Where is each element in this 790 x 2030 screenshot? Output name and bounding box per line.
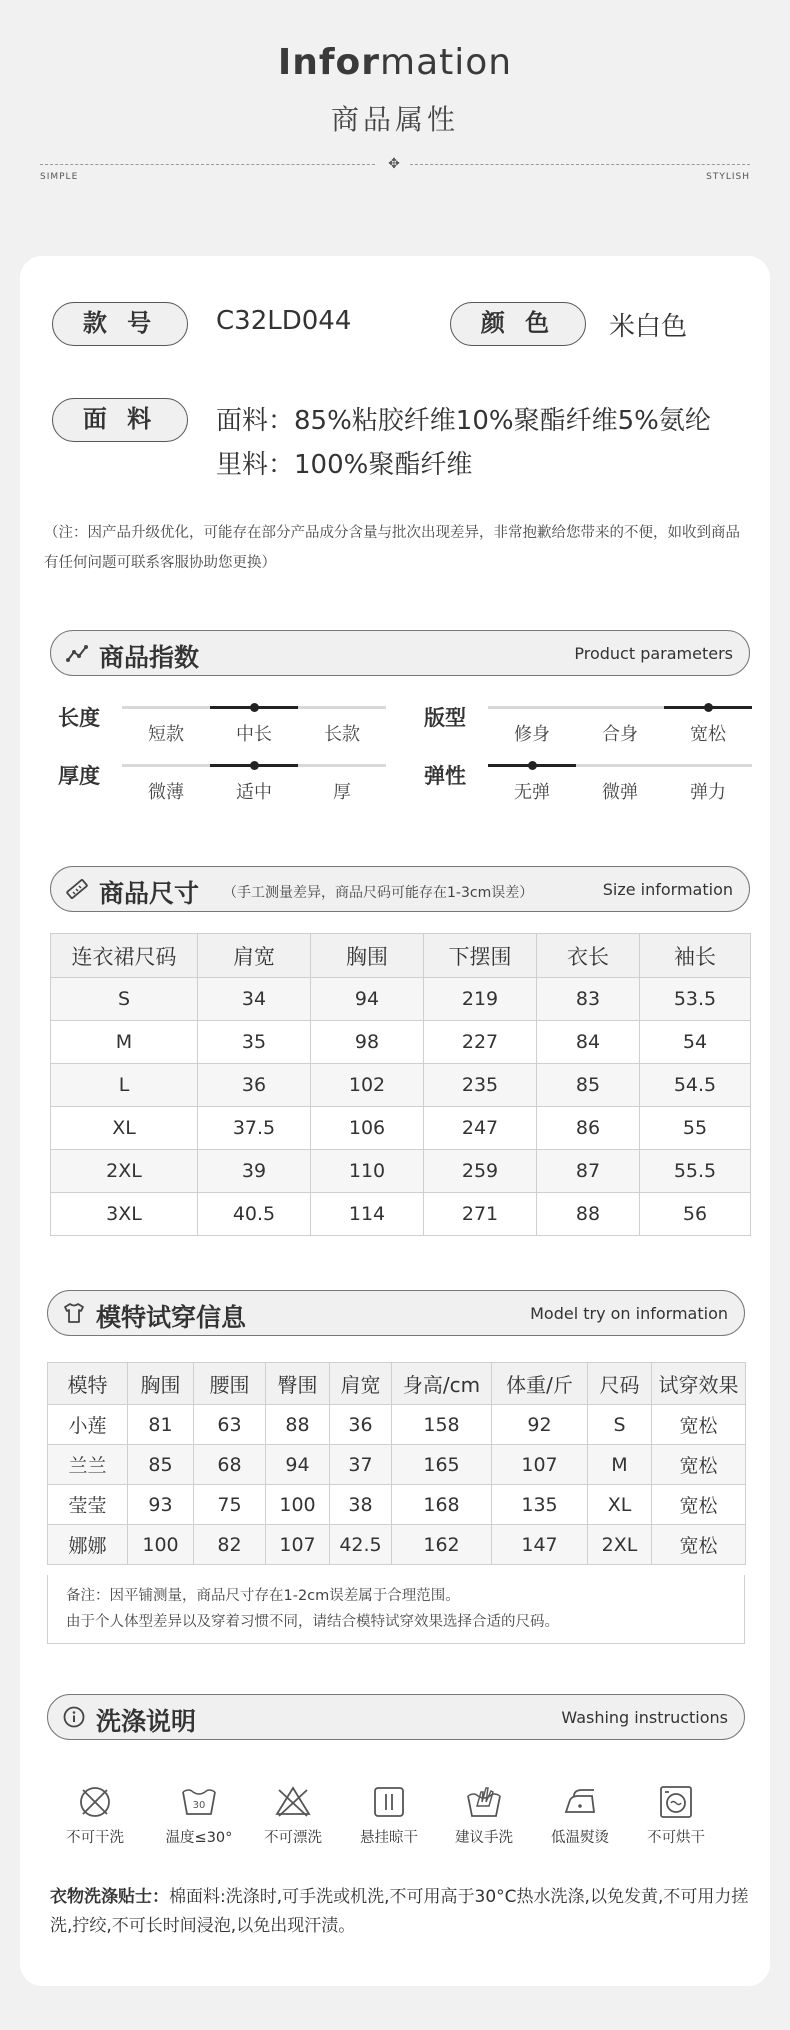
divider-left (40, 164, 375, 165)
model-note-line: 备注：因平铺测量，商品尺寸存在1-2cm误差属于合理范围。 (66, 1588, 460, 1604)
wash-item-no-bleach (247, 1782, 339, 1847)
table-cell: 宽松 (652, 1485, 746, 1525)
style-no-label: 款 号 (52, 302, 188, 346)
divider-right (410, 164, 750, 165)
model-table-row (48, 1525, 746, 1565)
color-label: 颜 色 (450, 302, 586, 346)
param-scale-elasticity (488, 764, 752, 804)
washing-header (47, 1694, 745, 1740)
wash-30-icon (179, 1782, 219, 1822)
model-header-cell: 身高/cm (392, 1363, 492, 1405)
fabric-outer: 面料：85%粘胶纤维10%聚酯纤维5%氨纶 (216, 406, 711, 436)
table-cell: 68 (194, 1445, 266, 1485)
table-cell: 219 (424, 978, 537, 1021)
page-header (0, 0, 790, 230)
param-scale-length (122, 706, 386, 746)
wash-label: 悬挂晾干 (360, 1830, 418, 1846)
table-cell: 271 (424, 1193, 537, 1236)
size-info-subtitle: （手工测量差异，商品尺码可能存在1-3cm误差） (223, 885, 534, 901)
table-cell: 98 (311, 1021, 424, 1064)
table-cell: 63 (194, 1405, 266, 1445)
table-cell: 54.5 (640, 1064, 751, 1107)
table-cell: 81 (128, 1405, 194, 1445)
wash-label: 不可漂洗 (264, 1830, 322, 1846)
table-cell: 110 (311, 1150, 424, 1193)
table-cell: 宽松 (652, 1405, 746, 1445)
param-option: 适中 (236, 782, 272, 803)
table-cell: 39 (198, 1150, 311, 1193)
param-label-length: 长度 (58, 706, 100, 730)
size-header-cell: 下摆围 (424, 934, 537, 978)
table-cell: 莹莹 (48, 1485, 128, 1525)
title-chinese: 商品属性 (330, 103, 459, 136)
table-cell: 93 (128, 1485, 194, 1525)
table-cell: 53.5 (640, 978, 751, 1021)
table-cell: 宽松 (652, 1525, 746, 1565)
model-header-cell: 试穿效果 (652, 1363, 746, 1405)
wash-label: 不可干洗 (66, 1830, 124, 1846)
washing-title: 洗涤说明 (96, 1707, 197, 1736)
table-cell: 135 (492, 1485, 588, 1525)
no-bleach-icon (273, 1782, 313, 1822)
param-label-elasticity: 弹性 (424, 764, 466, 788)
model-table-row (48, 1445, 746, 1485)
table-cell: L (51, 1064, 198, 1107)
wash-item-hang-dry (343, 1782, 435, 1847)
table-cell: 107 (266, 1525, 330, 1565)
table-cell: 168 (392, 1485, 492, 1525)
wash-label: 低温熨烫 (551, 1830, 609, 1846)
table-cell: S (588, 1405, 652, 1445)
product-index-title: 商品指数 (99, 643, 200, 672)
table-cell: XL (51, 1107, 198, 1150)
param-option: 无弹 (514, 782, 550, 803)
table-cell: 88 (266, 1405, 330, 1445)
stylish-tag: STYLISH (706, 172, 750, 182)
table-cell: 107 (492, 1445, 588, 1485)
model-header-cell: 臀围 (266, 1363, 330, 1405)
fabric-label: 面 料 (52, 398, 188, 442)
table-cell: 2XL (51, 1150, 198, 1193)
info-icon (62, 1705, 86, 1729)
size-info-title-en: Size information (602, 880, 733, 899)
model-table-row (48, 1405, 746, 1445)
table-cell: 100 (128, 1525, 194, 1565)
wash-label: 不可烘干 (647, 1830, 705, 1846)
table-cell: 34 (198, 978, 311, 1021)
param-option: 宽松 (690, 724, 726, 745)
table-cell: M (588, 1445, 652, 1485)
table-cell: 兰兰 (48, 1445, 128, 1485)
svg-text:30: 30 (192, 1800, 206, 1811)
param-selected-dot (704, 703, 713, 712)
hand-wash-icon (464, 1782, 504, 1822)
fabric-lining: 里料：100%聚酯纤维 (216, 450, 473, 480)
param-selected-dot (528, 761, 537, 770)
param-scale-fit (488, 706, 752, 746)
table-cell: 36 (330, 1405, 392, 1445)
table-cell: 83 (537, 978, 640, 1021)
param-option: 合身 (602, 724, 638, 745)
size-table-row (51, 1064, 751, 1107)
table-cell: 158 (392, 1405, 492, 1445)
size-table-row (51, 1107, 751, 1150)
style-no-value: C32LD044 (216, 306, 352, 336)
table-cell: 247 (424, 1107, 537, 1150)
cross-ornament-icon: ✥ (388, 156, 400, 172)
table-cell: 235 (424, 1064, 537, 1107)
param-option: 弹力 (690, 782, 726, 803)
table-cell: 小莲 (48, 1405, 128, 1445)
size-table-row (51, 1193, 751, 1236)
table-cell: 55.5 (640, 1150, 751, 1193)
washing-tips-text: 棉面料:洗涤时,可手洗或机洗,不可用高于30°C热水洗涤,以免发黄,不可用力搓洗,拧绞,不可长时间浸泡,以免出现汗渍。 (50, 1887, 749, 1936)
model-table-row (48, 1485, 746, 1525)
table-cell: 88 (537, 1193, 640, 1236)
table-cell: 2XL (588, 1525, 652, 1565)
table-cell: 42.5 (330, 1525, 392, 1565)
table-cell: 84 (537, 1021, 640, 1064)
table-cell: 92 (492, 1405, 588, 1445)
washing-title-en: Washing instructions (561, 1708, 728, 1727)
title-english: Information (277, 42, 513, 83)
param-option: 微弹 (602, 782, 638, 803)
table-cell: 宽松 (652, 1445, 746, 1485)
table-cell: XL (588, 1485, 652, 1525)
wash-label: 温度≤30° (165, 1830, 233, 1846)
size-table (50, 933, 751, 1236)
wash-item-no-dry-clean (49, 1782, 141, 1847)
table-cell: 75 (194, 1485, 266, 1525)
table-cell: 259 (424, 1150, 537, 1193)
low-iron-icon (560, 1782, 600, 1822)
no-tumble-dry-icon (656, 1782, 696, 1822)
size-table-row (51, 978, 751, 1021)
table-cell: 85 (128, 1445, 194, 1485)
table-cell: 54 (640, 1021, 751, 1064)
param-label-thickness: 厚度 (58, 764, 100, 788)
composition-note: （注：因产品升级优化，可能存在部分产品成分含量与批次出现差异，非常抱歉给您带来的不便，如收到商品有任何问题可联系客服协助您更换） (44, 525, 740, 571)
table-cell: 37 (330, 1445, 392, 1485)
wash-item-no-tumble-dry (630, 1782, 722, 1847)
size-header-cell: 袖长 (640, 934, 751, 978)
table-cell: 85 (537, 1064, 640, 1107)
table-cell: 40.5 (198, 1193, 311, 1236)
table-cell: M (51, 1021, 198, 1064)
table-cell: 娜娜 (48, 1525, 128, 1565)
param-option: 厚 (333, 782, 351, 803)
size-header-cell: 连衣裙尺码 (51, 934, 198, 978)
table-cell: 114 (311, 1193, 424, 1236)
table-cell: S (51, 978, 198, 1021)
model-info-title-en: Model try on information (530, 1304, 728, 1323)
wash-label: 建议手洗 (455, 1830, 513, 1846)
wash-item-temp (153, 1782, 245, 1847)
param-selected-dot (250, 703, 259, 712)
table-cell: 56 (640, 1193, 751, 1236)
model-note (47, 1575, 745, 1644)
ruler-icon (65, 877, 89, 901)
size-header-cell: 衣长 (537, 934, 640, 978)
size-header-cell: 胸围 (311, 934, 424, 978)
size-table-row (51, 1021, 751, 1064)
param-selected-dot (250, 761, 259, 770)
table-cell: 36 (198, 1064, 311, 1107)
model-table (47, 1362, 746, 1565)
table-cell: 38 (330, 1485, 392, 1525)
model-header-cell: 尺码 (588, 1363, 652, 1405)
size-header-cell: 肩宽 (198, 934, 311, 978)
table-cell: 227 (424, 1021, 537, 1064)
table-cell: 37.5 (198, 1107, 311, 1150)
table-cell: 87 (537, 1150, 640, 1193)
product-index-title-en: Product parameters (574, 644, 733, 663)
size-table-header-row (51, 934, 751, 978)
param-option: 修身 (514, 724, 550, 745)
washing-tips-label: 衣物洗涤贴士： (50, 1887, 169, 1907)
table-cell: 165 (392, 1445, 492, 1485)
simple-tag: SIMPLE (40, 172, 79, 182)
model-table-header-row (48, 1363, 746, 1405)
table-cell: 147 (492, 1525, 588, 1565)
table-cell: 86 (537, 1107, 640, 1150)
table-cell: 3XL (51, 1193, 198, 1236)
table-cell: 102 (311, 1064, 424, 1107)
model-info-header (47, 1290, 745, 1336)
param-option: 长款 (324, 724, 360, 745)
model-info-title: 模特试穿信息 (96, 1303, 247, 1332)
size-table-row (51, 1150, 751, 1193)
table-cell: 82 (194, 1525, 266, 1565)
model-note-line: 由于个人体型差异以及穿着习惯不同，请结合模特试穿效果选择合适的尺码。 (66, 1614, 559, 1630)
table-cell: 162 (392, 1525, 492, 1565)
table-cell: 100 (266, 1485, 330, 1525)
washing-tips (50, 1883, 765, 1941)
param-option: 中长 (236, 724, 272, 745)
table-cell: 94 (311, 978, 424, 1021)
tshirt-icon (62, 1301, 86, 1325)
param-label-fit: 版型 (424, 706, 466, 730)
table-cell: 55 (640, 1107, 751, 1150)
wash-item-low-iron (534, 1782, 626, 1847)
table-cell: 94 (266, 1445, 330, 1485)
no-wash-icon (75, 1782, 115, 1822)
model-header-cell: 模特 (48, 1363, 128, 1405)
hang-dry-icon (369, 1782, 409, 1822)
param-scale-thickness (122, 764, 386, 804)
param-option: 微薄 (148, 782, 184, 803)
size-info-title: 商品尺寸 (99, 879, 200, 908)
wash-item-hand-wash (438, 1782, 530, 1847)
size-info-header (50, 866, 750, 912)
model-header-cell: 肩宽 (330, 1363, 392, 1405)
model-header-cell: 腰围 (194, 1363, 266, 1405)
trend-line-icon (65, 641, 89, 665)
model-header-cell: 体重/斤 (492, 1363, 588, 1405)
model-header-cell: 胸围 (128, 1363, 194, 1405)
table-cell: 35 (198, 1021, 311, 1064)
product-index-header (50, 630, 750, 676)
table-cell: 106 (311, 1107, 424, 1150)
param-option: 短款 (148, 724, 184, 745)
color-value: 米白色 (609, 312, 688, 342)
